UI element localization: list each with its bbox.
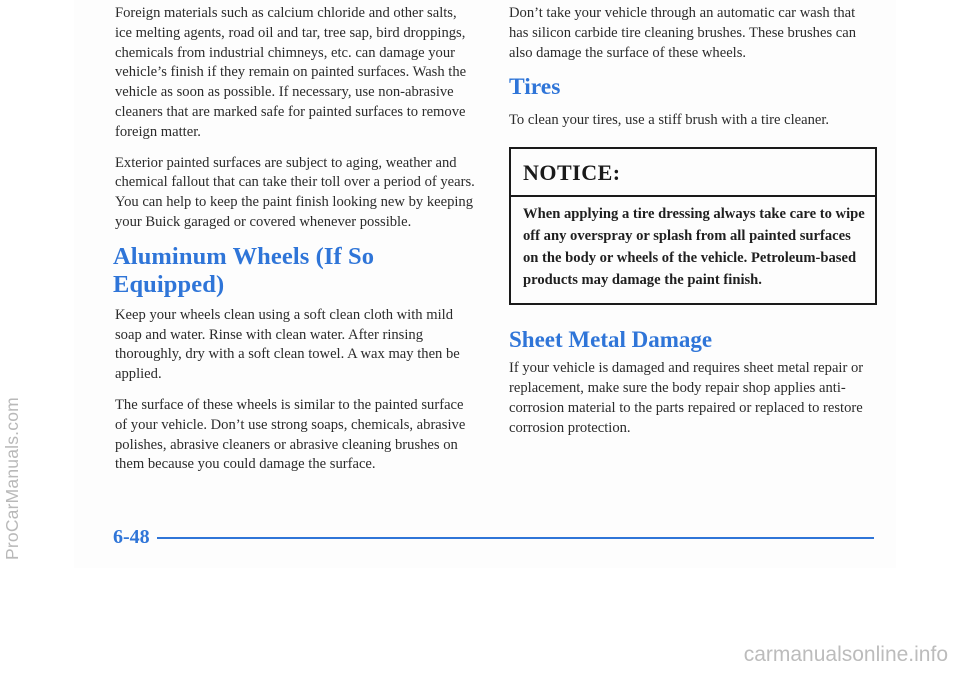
manual-page: [74, 0, 896, 568]
notice-title: NOTICE:: [511, 149, 875, 197]
notice-box: [509, 147, 877, 305]
left-column: [115, 4, 477, 486]
side-watermark: ProCarManuals.com: [2, 397, 22, 560]
page-number: 6-48: [113, 526, 150, 548]
sheet-metal-heading: Sheet Metal Damage: [509, 327, 713, 353]
sheet-metal-paragraph: If your vehicle is damaged and requires sheet metal repair or replacement, make sure the body repair shop applies anti-corrosion material to the parts repaired or replaced to restore corrosion protection.: [509, 360, 864, 436]
car-wash-paragraph: Don’t take your vehicle through an automatic car wash that has silicon carbide tire cleaning brushes. These brushes can also damage the surface of these wheels.: [509, 5, 857, 61]
notice-text: When applying a tire dressing always take care to wipe off any overspray or splash from all painted surfaces on the body or wheels of the vehicle. Petroleum-based products may damage the paint finish.: [523, 206, 865, 289]
footer-rule: [157, 537, 874, 539]
tire-cleaning-paragraph: To clean your tires, use a stiff brush with a tire cleaner.: [509, 112, 830, 129]
wheel-surface-paragraph: The surface of these wheels is similar to the painted surface of your vehicle. Don’t use strong soaps, chemicals, abrasive polishes, abrasive cleaners or abrasive cleaning brushes on them because you could damage the surface.: [115, 396, 466, 473]
tires-heading: Tires: [509, 74, 561, 101]
wheel-cleaning-paragraph: Keep your wheels clean using a soft clean cloth with mild soap and water. Rinse with clean water. After rinsing thoroughly, dry with a soft clean towel. A wax may then be applied.: [115, 306, 460, 383]
aluminum-wheels-heading: Aluminum Wheels (If So Equipped): [113, 242, 375, 298]
bottom-watermark: carmanualsonline.info: [743, 643, 948, 666]
exterior-paint-paragraph: Exterior painted surfaces are subject to aging, weather and chemical fallout that can take their toll over a period of years. You can help to keep the paint finish looking new by keeping your Buick garaged or covered whenever possible.: [115, 154, 475, 230]
foreign-materials-paragraph: Foreign materials such as calcium chloride and other salts, ice melting agents, road oil and tar, tree sap, bird droppings, chemicals from industrial chimneys, etc. can damage your vehicle’s finish if they remain on painted surfaces. Wash the vehicle as soon as possible. If necessary, use non-abrasive cleaners that are marked safe for painted surfaces to remove foreign matter.: [115, 5, 467, 140]
right-column: [509, 4, 871, 449]
